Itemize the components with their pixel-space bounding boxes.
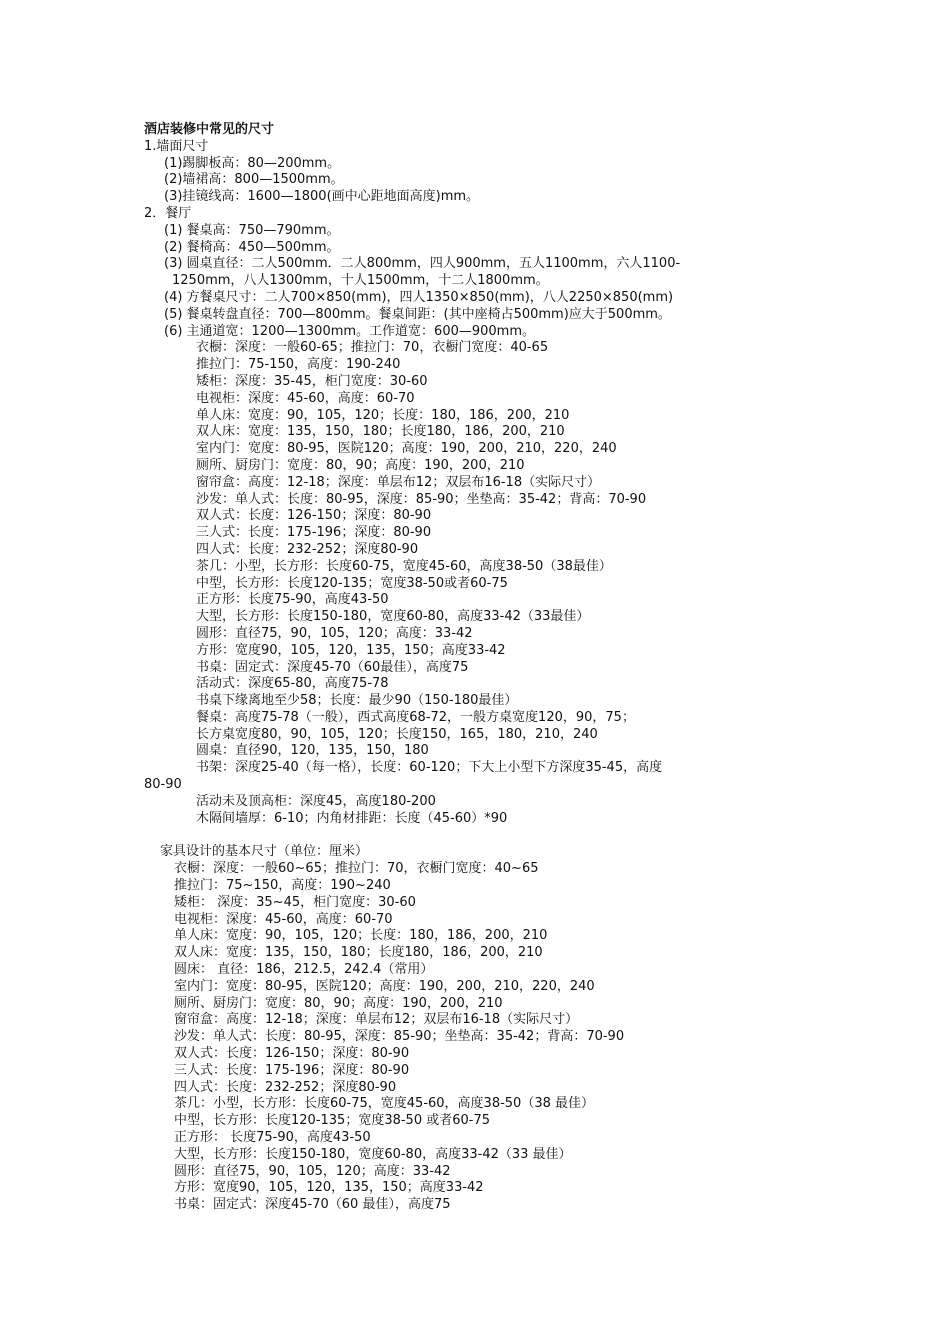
furniture-line: 书桌：固定式：深度45-70（60 最佳），高度75 [174,1197,451,1213]
detail-line: 餐桌：高度75-78（一般），西式高度68-72，一般方桌宽度120，90，75； [196,709,635,725]
furniture-line: 室内门：宽度：80-95，医院120；高度：190，200，210，220，240 [174,978,595,994]
detail-line: 室内门：宽度：80-95，医院120；高度：190，200，210，220，240 [196,441,617,457]
section-heading-wall: 1.墙面尺寸 [144,138,209,154]
furniture-line: 单人床：宽度：90，105，120；长度：180，186，200，210 [174,928,548,944]
furniture-line: 茶几：小型，长方形：长度60-75，宽度45-60，高度38-50（38 最佳） [174,1096,594,1112]
detail-line: 书桌下缘离地至少58；长度：最少90（150-180最佳） [196,693,518,709]
dining-item: (3) 圆桌直径：二人500mm．二人800mm，四人900mm，五人1100mm，六人1100- [164,256,681,272]
detail-line: 推拉门：75-150，高度：190-240 [196,357,401,373]
furniture-line: 方形：宽度90，105，120，135，150；高度33-42 [174,1180,484,1196]
detail-line: 双人式：长度：126-150；深度：80-90 [196,508,432,524]
furniture-line: 衣橱：深度：一般60~65；推拉门：70，衣橱门宽度：40~65 [174,861,539,877]
detail-line: 单人床：宽度：90，105，120；长度：180，186，200，210 [196,407,570,423]
dining-item: (2) 餐椅高：450—500mm。 [164,239,340,255]
detail-line: 沙发：单人式：长度：80-95，深度：85-90；坐垫高：35-42；背高：70-90 [196,491,647,507]
section-gap [144,827,824,844]
detail-line: 大型，长方形：长度150-180，宽度60-80，高度33-42（33最佳） [196,609,590,625]
furniture-line: 矮柜： 深度：35~45，柜门宽度：30-60 [174,894,416,910]
document-body [144,122,824,1214]
detail-line: 双人床：宽度：135，150，180；长度180，186，200，210 [196,424,565,440]
furniture-line: 大型，长方形：长度150-180，宽度60-80，高度33-42（33 最佳） [174,1146,572,1162]
section-heading-furniture: 家具设计的基本尺寸（单位：厘米） [160,844,369,860]
detail-line: 圆形：直径75，90，105，120；高度：33-42 [196,625,473,641]
furniture-line: 圆形：直径75，90，105，120；高度：33-42 [174,1163,451,1179]
detail-line: 方形：宽度90，105，120，135，150；高度33-42 [196,642,506,658]
furniture-line: 三人式：长度：175-196；深度：80-90 [174,1062,410,1078]
detail-line: 茶几：小型，长方形：长度60-75，宽度45-60，高度38-50（38最佳） [196,558,612,574]
furniture-line: 窗帘盒：高度：12-18；深度：单层布12；双层布16-18（实际尺寸） [174,1012,579,1028]
furniture-line: 中型，长方形：长度120-135；宽度38-50 或者60-75 [174,1113,490,1129]
wall-item: (1)踢脚板高：80—200mm。 [164,155,341,171]
detail-line: 窗帘盒：高度：12-18；深度：单层布12；双层布16-18（实际尺寸） [196,474,601,490]
detail-line: 长方桌宽度80，90，105，120；长度150，165，180，210，240 [196,726,598,742]
detail-line: 厕所、厨房门：宽度：80，90；高度：190，200，210 [196,457,525,473]
furniture-line: 厕所、厨房门：宽度：80，90；高度：190，200，210 [174,995,503,1011]
document-title: 酒店装修中常见的尺寸 [144,122,275,137]
detail-line: 活动未及顶高柜：深度45，高度180-200 [196,793,436,809]
wall-item: (3)挂镜线高：1600—1800(画中心距地面高度)mm。 [164,189,480,205]
furniture-line: 四人式：长度：232-252；深度80-90 [174,1079,397,1095]
furniture-line: 圆床： 直径：186，212.5，242.4（常用） [174,962,434,978]
detail-line: 活动式：深度65-80，高度75-78 [196,676,389,692]
dining-item: (5) 餐桌转盘直径：700—800mm。餐桌间距：(其中座椅占500mm)应大于500mm。 [164,306,671,322]
furniture-line: 双人床：宽度：135，150，180；长度180，186，200，210 [174,945,543,961]
bookshelf-line: 书架：深度25-40（每一格），长度：60-120；下大上小型下方深度35-45，高度 [196,760,663,776]
furniture-line: 推拉门：75~150，高度：190~240 [174,878,391,894]
bookshelf-line-continued: 80-90 [144,777,182,793]
detail-line: 圆桌：直径90，120，135，150，180 [196,743,429,759]
wall-item: (2)墙裙高：800—1500mm。 [164,172,344,188]
detail-line: 衣橱：深度：一般60-65；推拉门：70，衣橱门宽度：40-65 [196,340,549,356]
detail-line: 中型，长方形：长度120-135；宽度38-50或者60-75 [196,575,508,591]
detail-line: 木隔间墙厚：6-10；内角材排距：长度（45-60）*90 [196,810,508,826]
dining-item-continued: 1250mm，八人1300mm，十人1500mm，十二人1800mm。 [172,273,549,289]
furniture-line: 沙发：单人式：长度：80-95，深度：85-90；坐垫高：35-42；背高：70-90 [174,1029,625,1045]
detail-line: 矮柜：深度：35-45，柜门宽度：30-60 [196,373,428,389]
section-heading-dining: 2．餐厅 [144,205,192,221]
detail-line: 正方形：长度75-90，高度43-50 [196,592,389,608]
detail-line: 电视柜：深度：45-60，高度：60-70 [196,390,415,406]
detail-line: 三人式：长度：175-196；深度：80-90 [196,525,432,541]
dining-item: (6) 主通道宽：1200—1300mm。工作道宽：600—900mm。 [164,323,535,339]
furniture-line: 电视柜：深度：45-60，高度：60-70 [174,911,393,927]
detail-line: 四人式：长度：232-252；深度80-90 [196,541,419,557]
dining-item: (4) 方餐桌尺寸：二人700×850(mm)，四人1350×850(mm)，八人2250×850(mm) [164,289,674,305]
dining-item: (1) 餐桌高：750—790mm。 [164,222,340,238]
detail-line: 书桌：固定式：深度45-70（60最佳），高度75 [196,659,469,675]
furniture-line: 正方形： 长度75-90，高度43-50 [174,1130,371,1146]
furniture-line: 双人式：长度：126-150；深度：80-90 [174,1046,410,1062]
